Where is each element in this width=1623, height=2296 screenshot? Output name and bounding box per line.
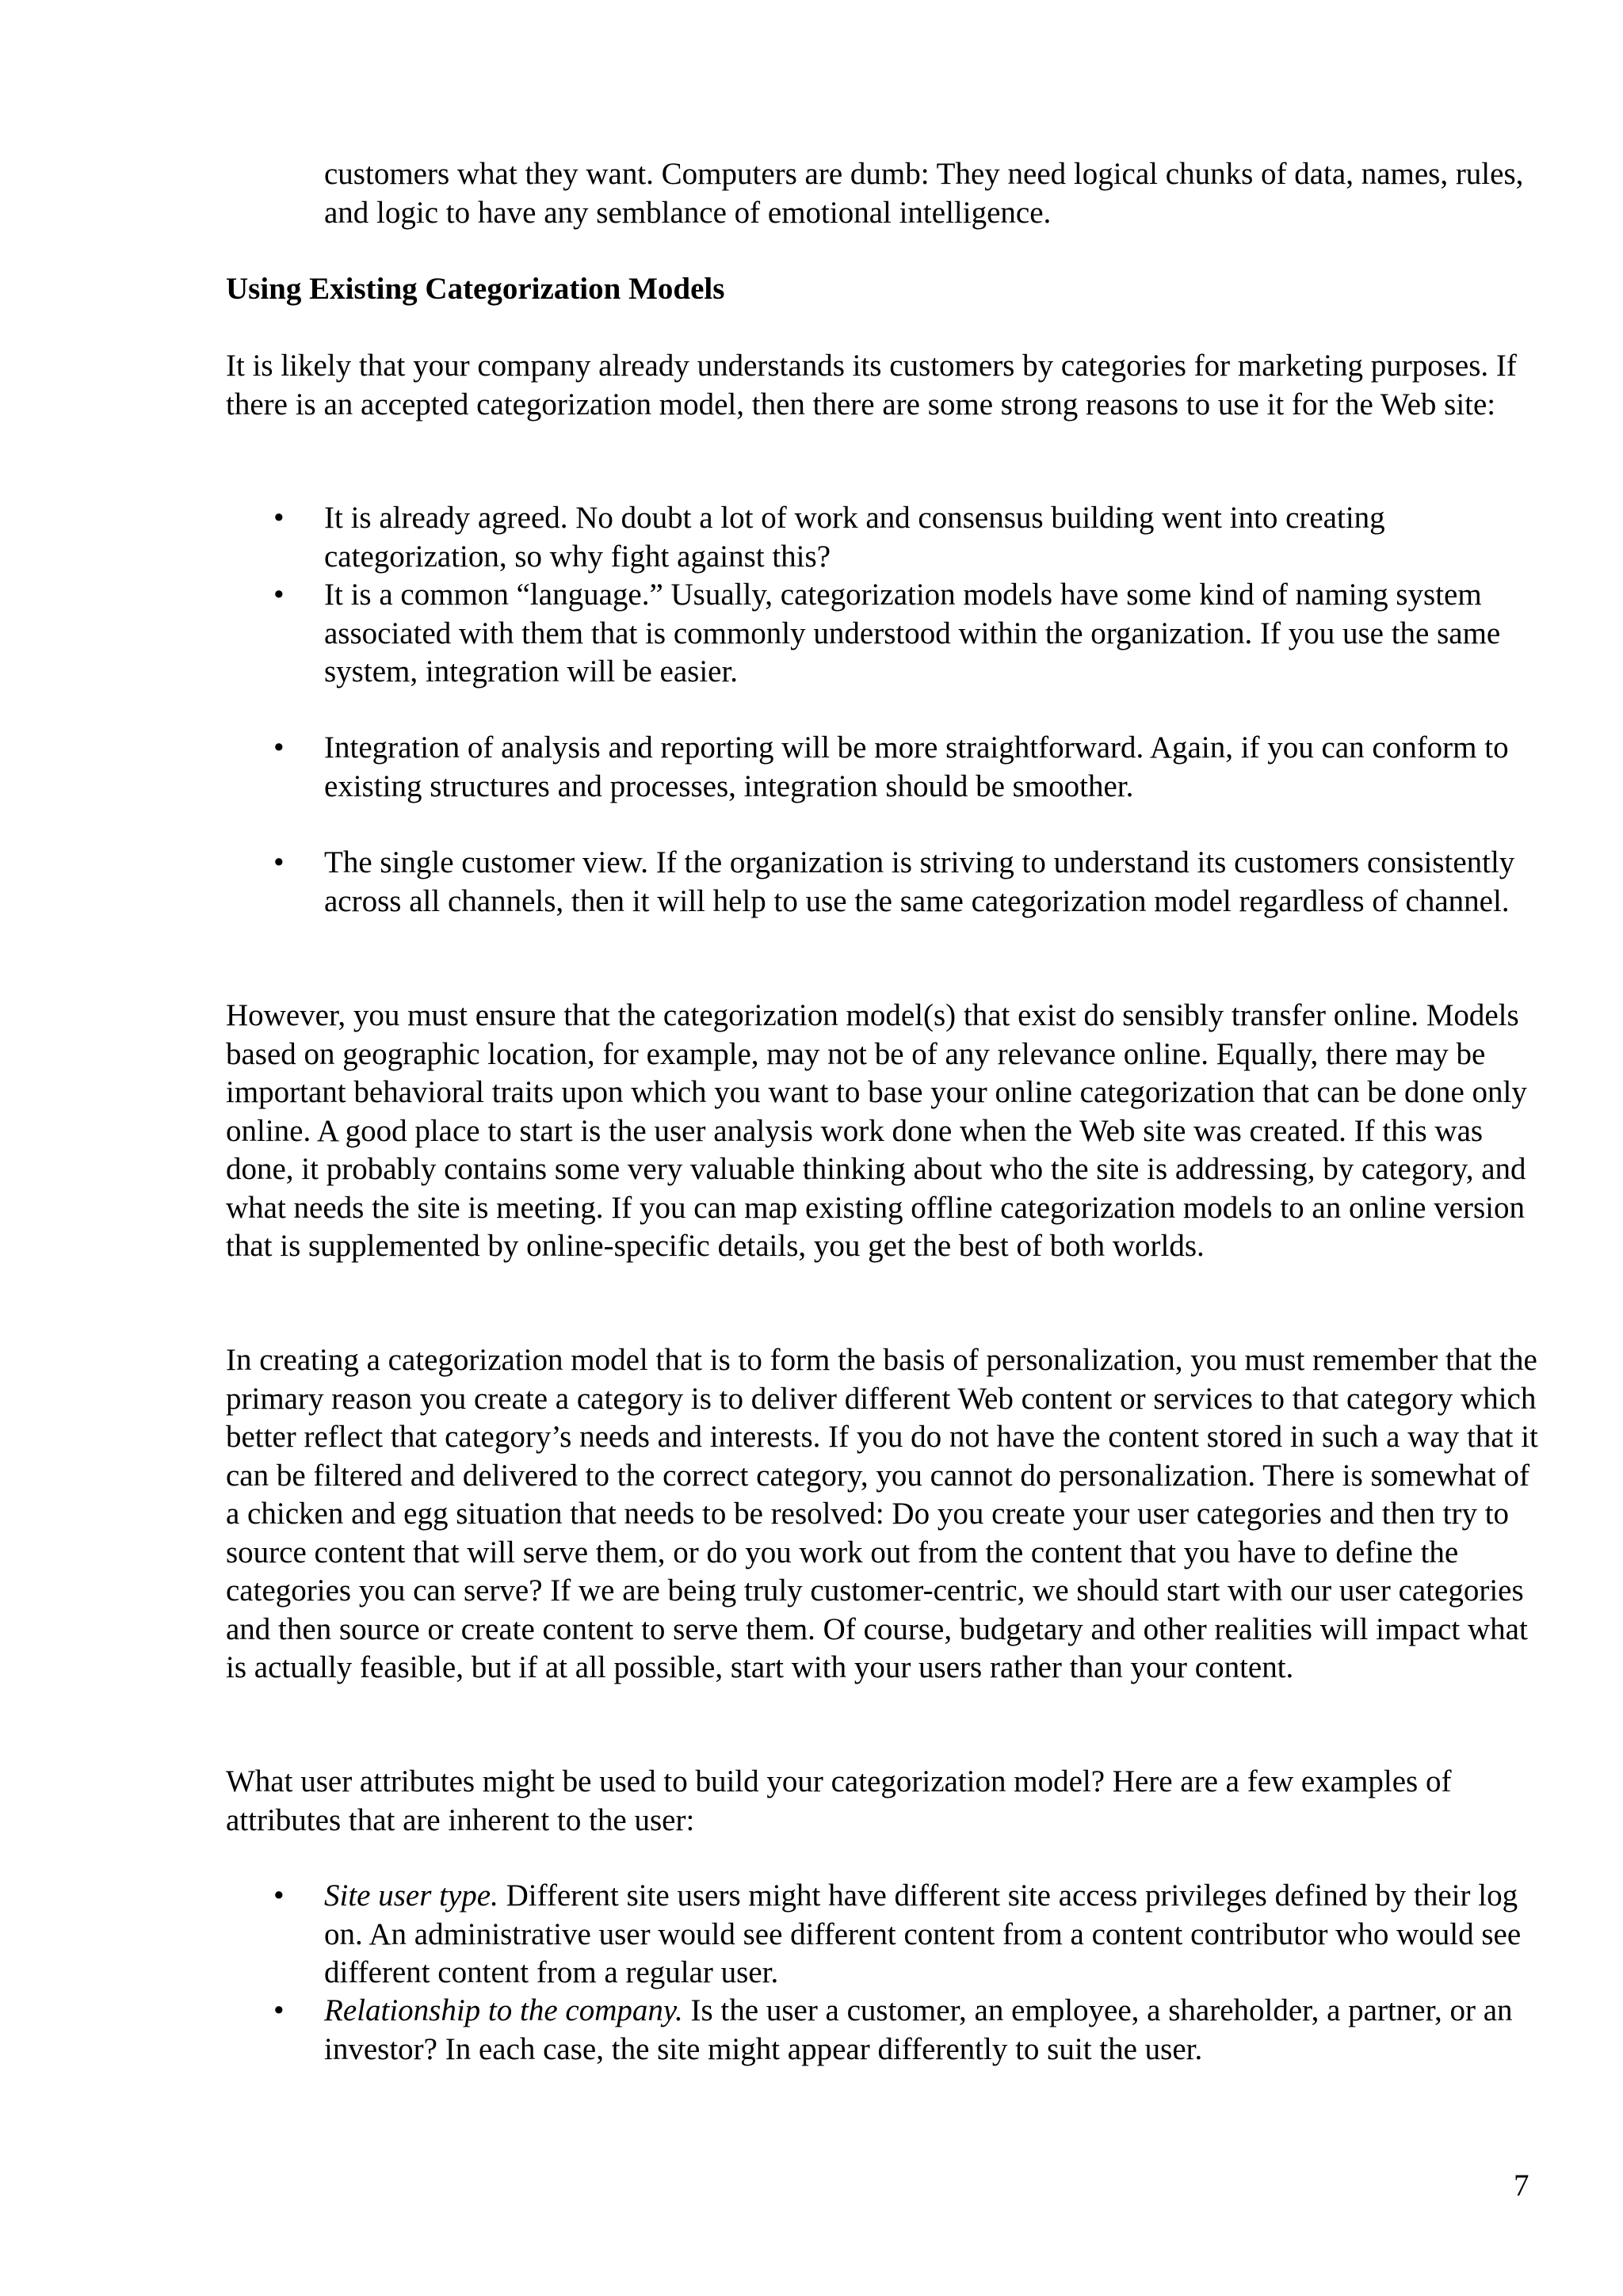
page-number: 7: [1514, 2168, 1529, 2203]
list-item-text: The single customer view. If the organization is striving to understand its customers consistently across all channels, then it will help to use the same categorization model regardless of channel.: [324, 845, 1515, 918]
bullet-marker: •: [273, 730, 285, 765]
bullet-marker: •: [273, 578, 285, 612]
bullet-marker: •: [273, 501, 285, 535]
bullet-marker: •: [273, 1878, 285, 1913]
body-paragraph: In creating a categorization model that is to form the basis of personalization, you must remember that the primary reason you create a category is to deliver different Web content or services to that category which better reflect that category’s needs and interests. If you do not have the content stored in such a way that it can be filtered and delivered to the correct category, you cannot do personalization. There is somewhat of a chicken and egg situation that needs to be resolved: Do you create your user categories and then try to source content that will serve them, or do you work out from the content that you have to define the categories you can serve? If we are being truly customer-centric, we should start with our user categories and then source or create content to serve them. Of course, budgetary and other realities will impact what is actually feasible, but if at all possible, start with your users rather than your content.: [226, 1343, 1538, 1684]
list-item-term: Site user type.: [324, 1878, 498, 1913]
list-item-text: Integration of analysis and reporting will be more straightforward. Again, if you can conform to existing structures and processes, integration should be smoother.: [324, 730, 1509, 803]
list-item-description: Is the user a customer, an employee, a shareholder, a partner, or an investor? In each case, the site might appear differently to suit the user.: [324, 1993, 1513, 2066]
bullet-marker: •: [273, 845, 285, 879]
body-paragraph: What user attributes might be used to build your categorization model? Here are a few examples of attributes that are inherent to the user:: [226, 1764, 1452, 1837]
list-item-text: It is a common “language.” Usually, categorization models have some kind of naming system associated with them that is commonly understood within the organization. If you use the same system, integration will be easier.: [324, 578, 1501, 688]
section-heading: Using Existing Categorization Models: [226, 272, 725, 306]
list-item-text: [324, 1877, 1545, 1993]
intro-paragraph: It is likely that your company already understands its customers by categories for marketing purposes. If there is an accepted categorization model, then there are some strong reasons to use it for the Web site:: [226, 349, 1517, 421]
bullet-marker: •: [273, 1993, 285, 2027]
list-item-text: It is already agreed. No doubt a lot of work and consensus building went into creating categorization, so why fight against this?: [324, 501, 1385, 574]
list-item-term: Relationship to the company.: [324, 1993, 683, 2027]
list-item-text: [324, 1992, 1545, 2069]
body-paragraph: However, you must ensure that the categorization model(s) that exist do sensibly transfer online. Models based on geographic location, for example, may not be of any relevance online. Equally, there may be important behavioral traits upon which you want to base your online categorization that can be done only online. A good place to start is the user analysis work done when the Web site was created. If this was done, it probably contains some very valuable thinking about who the site is addressing, by category, and what needs the site is meeting. If you can map existing offline categorization models to an online version that is supplemented by online-specific details, you get the best of both worlds.: [226, 998, 1527, 1263]
continuation-paragraph: customers what they want. Computers are dumb: They need logical chunks of data, names, rules, and logic to have any semblance of emotional intelligence.: [324, 157, 1524, 230]
list-item-description: Different site users might have different site access privileges defined by their log on. An administrative user would see different content from a content contributor who would see different content from a regular user.: [324, 1878, 1522, 1989]
